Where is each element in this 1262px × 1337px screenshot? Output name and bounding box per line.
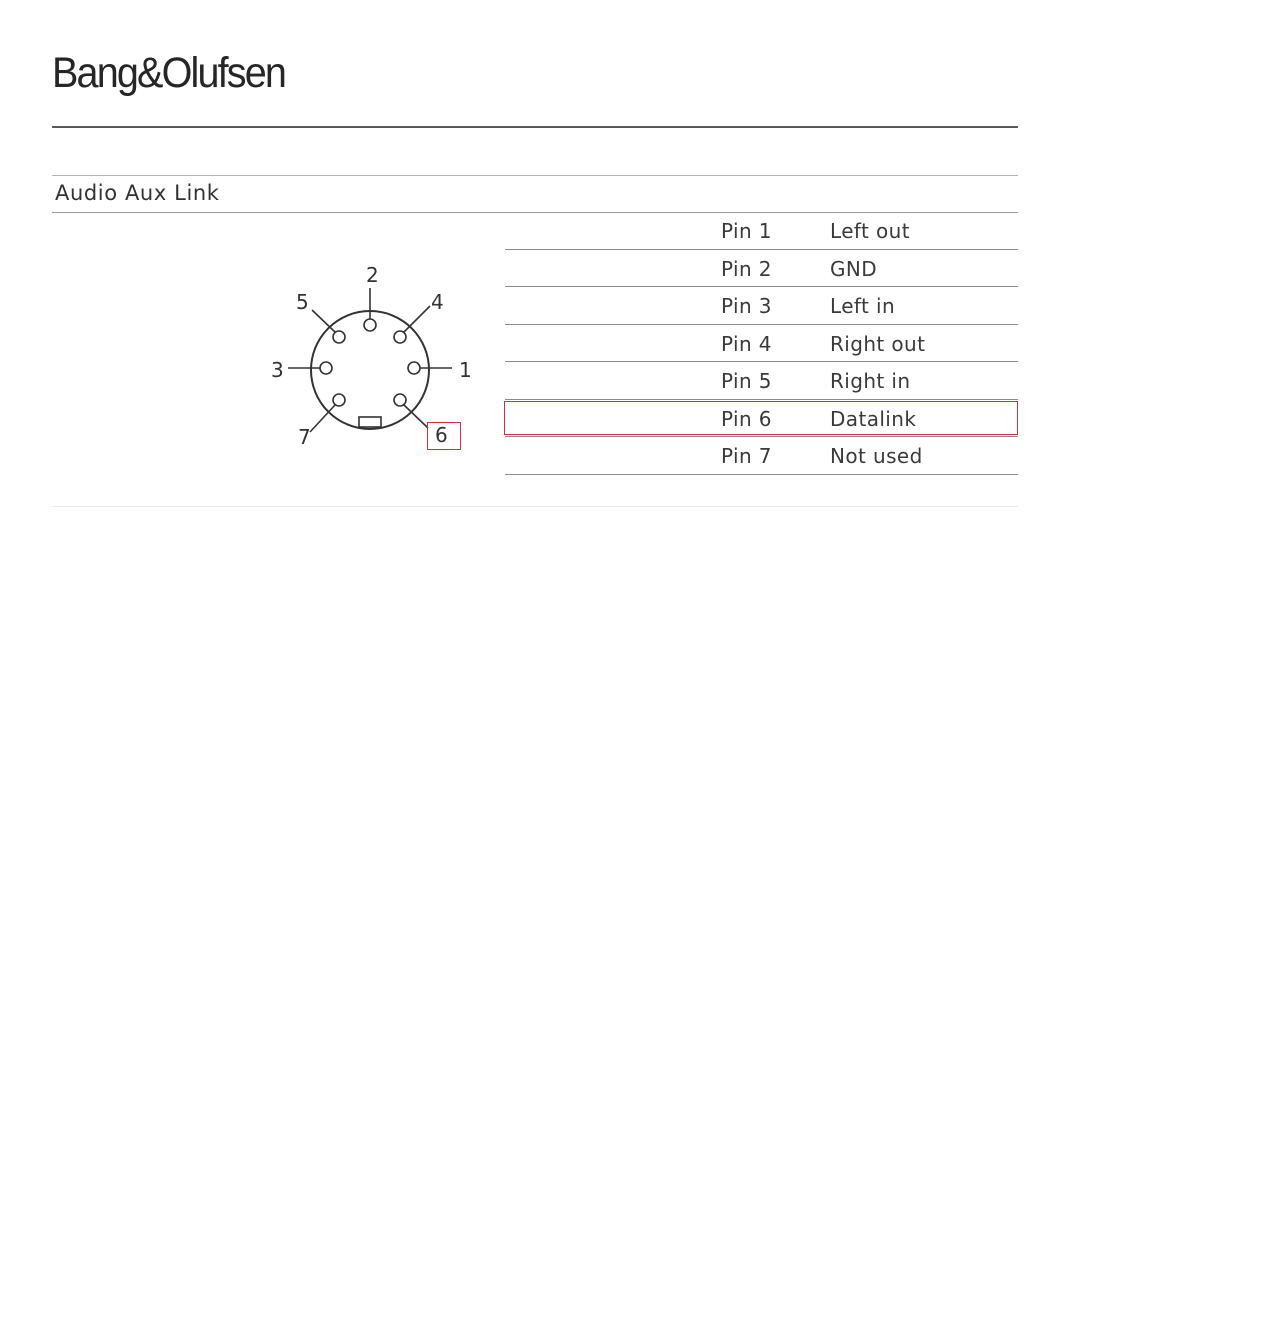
pin-label: Pin 2 [721, 256, 772, 281]
table-row [505, 212, 1018, 250]
pin-function: Right in [830, 369, 911, 393]
pin-hole-5 [333, 331, 345, 343]
table-row [505, 362, 1018, 400]
pin-hole-2 [364, 319, 376, 331]
leader-line-7 [310, 405, 335, 432]
connector-key [359, 417, 381, 427]
section-divider-top [52, 175, 1018, 176]
pin-hole-1 [408, 362, 420, 374]
pin-label: Pin 3 [721, 294, 772, 318]
pin-function: Left out [830, 219, 910, 243]
table-row [505, 437, 1018, 475]
pin-hole-6 [394, 394, 406, 406]
pin-number-2: 2 [366, 263, 379, 287]
pin-label: Pin 7 [721, 444, 772, 468]
pin-function: Left in [830, 294, 896, 318]
leader-line-4 [404, 306, 430, 332]
pin-hole-3 [320, 362, 332, 374]
section-title: Audio Aux Link [55, 181, 220, 205]
pin-number-7: 7 [298, 425, 311, 449]
pin-function: Not used [830, 444, 923, 468]
table-row [505, 250, 1018, 288]
pin-hole-4 [394, 331, 406, 343]
header-divider [52, 126, 1018, 128]
pin-function: Datalink [830, 406, 917, 431]
pin-number-4: 4 [431, 290, 444, 314]
pin-function: Right out [830, 331, 926, 356]
pin-label: Pin 5 [721, 369, 772, 393]
din-connector-diagram [260, 255, 490, 455]
din-connector-svg [260, 255, 490, 455]
pin-label: Pin 6 [721, 406, 772, 431]
pin-assignment-table [505, 212, 1018, 475]
footer-divider [52, 506, 1018, 507]
pin-label: Pin 4 [721, 331, 772, 356]
pin-number-3: 3 [271, 358, 284, 382]
pin-number-5: 5 [296, 290, 309, 314]
pin-label: Pin 1 [721, 219, 772, 243]
leader-line-5 [312, 310, 335, 332]
pin-function: GND [830, 256, 878, 281]
table-row [505, 400, 1018, 438]
pin-number-6: 6 [435, 423, 448, 447]
pin-number-1: 1 [459, 358, 472, 382]
brand-logo: Bang&Olufsen [52, 49, 286, 97]
table-row [505, 287, 1018, 325]
pin-hole-7 [333, 394, 345, 406]
table-row [505, 325, 1018, 363]
